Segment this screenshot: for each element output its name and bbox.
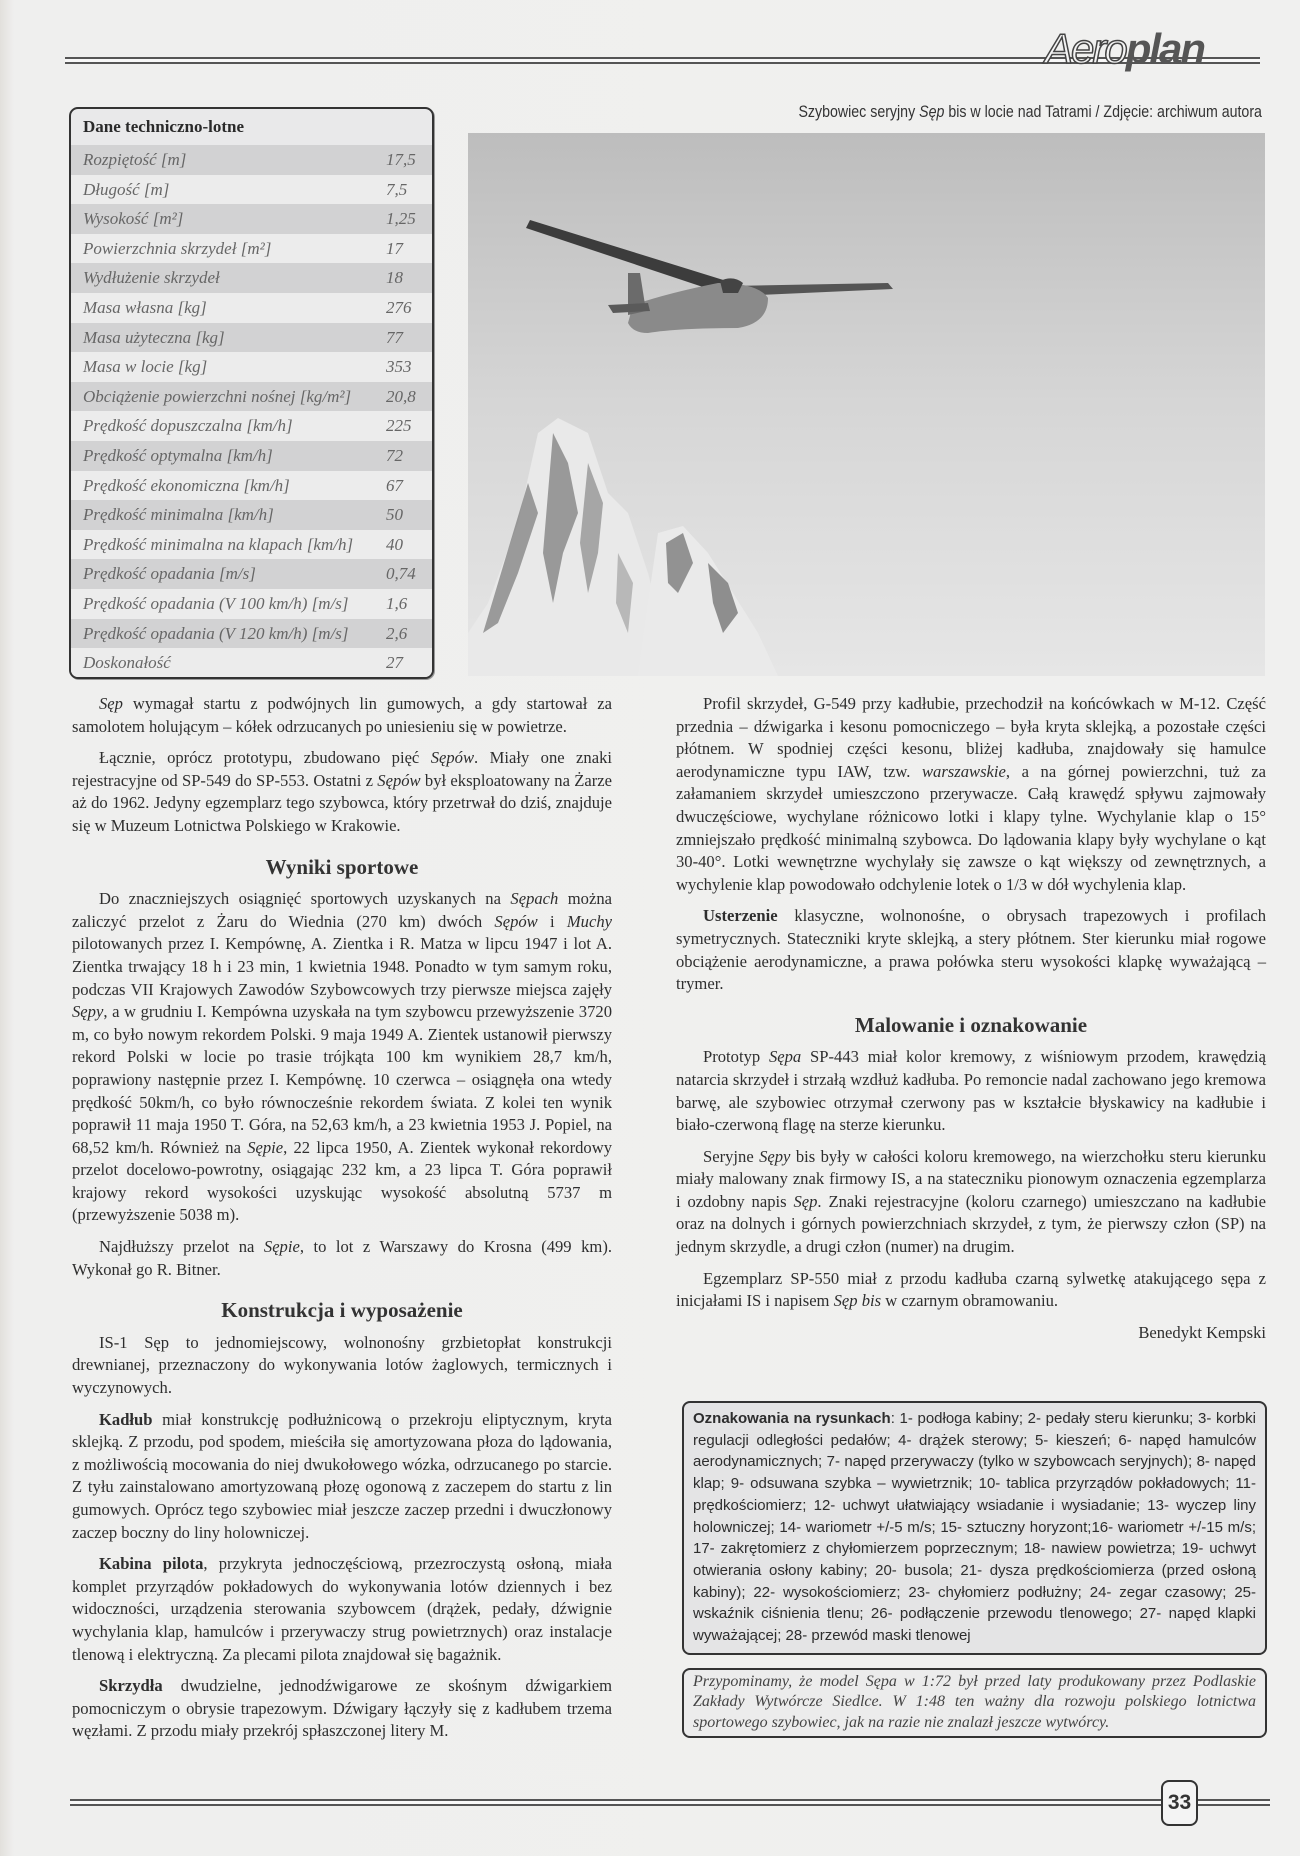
italic: Sępów <box>430 748 475 768</box>
bold-term: Kadłub <box>99 1409 153 1429</box>
paragraph-tail <box>676 905 1266 995</box>
italic: Sępa <box>768 1047 802 1067</box>
paragraph-sp550 <box>676 1268 1266 1313</box>
text: i <box>537 911 567 931</box>
spec-value: 7,5 <box>386 179 408 199</box>
spec-label: Prędkość ekonomiczna [km/h] <box>83 475 290 495</box>
author-signature: Benedykt Kempski <box>1138 1322 1266 1342</box>
paragraph-prototype-paint <box>676 1046 1266 1136</box>
paragraph-wings <box>72 1675 612 1743</box>
text: Łącznie, oprócz prototypu, zbudowano pięć <box>99 748 431 768</box>
technical-data-row <box>71 411 432 441</box>
spec-label: Rozpiętość [m] <box>83 150 187 169</box>
spec-value: 225 <box>386 416 412 436</box>
italic: Sępów <box>377 770 421 790</box>
technical-data-row <box>71 530 432 560</box>
spec-value: 17,5 <box>386 150 416 169</box>
text: . Znaki rejestracyjne (koloru czarnego) umieszczano na kadłubie oraz na dolnych i górnych powierzchniach skrzydeł, z tym, że pierwszy człon (SP) na jednym skrzydle, a drugi człon (numer) na drugim. <box>676 1191 1266 1257</box>
text: Najdłuższy przelot na <box>99 1237 264 1257</box>
text: był eksploatowany na Żarze aż do 1962. Jedyny egzemplarz tego szybowca, który przetrwał do dziś, znajduje się w Muzeum Lotnictwa Polskiego w Krakowie. <box>72 770 612 835</box>
legend-title: Oznakowania na rysunkach <box>693 1410 891 1427</box>
caption-suffix: bis w locie nad Tatrami / Zdjęcie: archiwum autora <box>944 103 1262 121</box>
spec-value: 0,74 <box>386 564 416 584</box>
spec-label: Powierzchnia skrzydeł [m²] <box>83 238 272 258</box>
glider-photo <box>468 133 1265 676</box>
text: pilotowanych przez I. Kempównę, A. Zientka i R. Matza w lipcu 1947 i lot A. Zientka trwający 18 h i 23 min, 1 kwietnia 1948. Ponadto w tym samym roku, podczas VII Krajowych Zawodów Szybowcowych trzy pierwsze miejsca zajęły <box>72 934 612 999</box>
italic: Sępy <box>759 1146 791 1166</box>
italic: Sępach <box>510 889 559 909</box>
spec-value: 2,6 <box>386 623 408 643</box>
spec-value: 67 <box>386 475 403 495</box>
spec-label: Długość [m] <box>83 179 170 199</box>
spec-value: 27 <box>386 653 403 673</box>
technical-data-row <box>71 500 432 530</box>
spec-value: 1,6 <box>386 593 408 613</box>
technical-data-row <box>71 323 432 353</box>
text: miał konstrukcję podłużnicową o przekroju eliptycznym, kryta sklejką. Z przodu, pod spodem, mieściła się amortyzowana płoza do lądowania, z możliwością mocowania do niej dwukołowego wózka, odrzucanego po starcie. Z tyłu zainstalowano amortyzowaną płozę ogonową z zaczepem do startu z lin gumowych. Oprócz tego szybowiec miał jeszcze zaczep przedni i dwuczłonowy zaczep boczny do liny holowniczej. <box>72 1409 612 1542</box>
caption-name: Sęp <box>919 103 945 121</box>
italic-sep: Sęp <box>99 694 123 713</box>
paragraph-production <box>72 747 612 837</box>
italic: Sępów <box>494 911 538 931</box>
spec-value: 20,8 <box>386 386 416 406</box>
italic: warszawskie <box>921 761 1006 781</box>
technical-data-row <box>71 471 432 501</box>
text: Do znaczniejszych osiągnięć sportowych uzyskanych na <box>99 889 511 909</box>
italic: Sępie <box>247 1137 284 1157</box>
text: , a w grudniu I. Kempówna uzyskała na tym szybowcu przewyższenie 3720 m, co było nowym rekordem Polski. 9 maja 1949 A. Zientek ustanowił pierwszy rekord Polski w locie po trasie trójkąta 100 km wynikiem 28,7 km/h, poprawiony następnie przez I. Kempównę. 10 czerwca – osiągnęła ona wtedy prędkość 50km/h, co było równocześnie rekordem świata. Z kolei ten wynik poprawił 11 maja 1950 T. Góra, na 52,63 km/h, a 23 kwietnia 1953 J. Popiel, na 68,52 km/h. Również na <box>72 1002 612 1157</box>
paragraph-construction-intro: IS-1 Sęp to jednomiejscowy, wolnonośny grzbietopłat konstrukcji drewnianej, przeznaczony do wykonywania lotów żaglowych, termicznych i wyczynowych. <box>72 1332 612 1398</box>
technical-data-row <box>71 619 432 649</box>
text: . Miały one znaki rejestracyjne od SP-549 do SP-553. Ostatni z <box>72 748 612 790</box>
italic: Sęp <box>793 1191 818 1211</box>
technical-data-row <box>71 175 432 205</box>
spec-label: Prędkość dopuszczalna [km/h] <box>83 416 293 436</box>
text: Egzemplarz SP-550 miał z przodu kadłuba czarną sylwetkę atakującego sępa z inicjałami IS i napisem <box>676 1268 1266 1311</box>
paragraph-longest-flight <box>72 1236 612 1281</box>
paragraph-serial-paint <box>676 1146 1266 1259</box>
text: , 22 lipca 1950, A. Zientek wykonał rekordowy przelot docelowo-powrotny, osiągając 232 km, a 23 lipca T. Góra poprawił krajowy rekord wysokości uzyskując wysokość absolutną 5737 m (przewyższenie 5038 m). <box>72 1137 613 1225</box>
paragraph-fuselage <box>72 1409 612 1545</box>
technical-data-row <box>71 263 432 293</box>
paragraph-sport-results <box>72 888 612 1227</box>
spec-label: Obciążenie powierzchni nośnej [kg/m²] <box>83 386 352 406</box>
spec-value: 50 <box>386 505 403 525</box>
text: klasyczne, wolnonośne, o obrysach trapezowych i profilach symetrycznych. Stateczniki kryte sklejką, a stery płótnem. Ster kierunku miał rogowe obciążenie aerodynamiczne, a prawa połówka steru wysokości klapkę wyważającą – trymer. <box>676 906 1266 994</box>
technical-data-row <box>71 559 432 589</box>
text: SP-443 miał kolor kremowy, z wiśniowym przodem, krawędzią natarcia skrzydeł i strzałą wzdłuż kadłuba. Po remoncie nadal zachowano jego kremowa barwę, ale szybowiec otrzymał czerwony pas w kształcie błyskawicy na kadłubie i biało-czerwoną flagę na sterze kierunku. <box>676 1047 1266 1135</box>
spec-label: Prędkość opadania (V 120 km/h) [m/s] <box>83 623 349 643</box>
technical-data-row <box>71 204 432 234</box>
spec-label: Doskonałość <box>83 653 171 673</box>
technical-data-row <box>71 352 432 382</box>
spec-label: Prędkość minimalna na klapach [km/h] <box>83 534 354 554</box>
glider-over-tatra-image <box>468 133 1265 676</box>
spec-label: Wydłużenie skrzydeł <box>83 268 220 288</box>
text: , to lot z Warszawy do Krosna (499 km). Wykonał go R. Bitner. <box>72 1237 612 1279</box>
legend-text: : 1- podłoga kabiny; 2- pedały steru kierunku; 3- korbki regulacji odległości pedałów; 4- drążek sterowy; 5- kieszeń; 6- napęd hamulców aerodynamicznych; 7- napęd przerywaczy (tylko w szybowcach seryjnych); 8- napęd klap; 9- odsuwana szybka – wywietrznik; 10- tablica przyrządów pokładowych; 11- prędkościomierz; 12- uchwyt ułatwiający wsiadanie i wysiadanie; 13- wyczep liny holowniczej; 14- wariometr +/-5 m/s; 15- sztuczny horyzont;16- wariometr +/-15 m/s; 17- zakrętomierz z chyłomierzem poprzecznym; 18- nawiew powietrza; 19- uchwyt otwierania osłony kabiny; 20- busola; 21- dysza prędkościomierza (przed osłoną kabiny); 22- wysokościomierz; 23- chyłomierz podłużny; 24- zegar czasowy; 25- wskaźnik ciśnienia tlenu; 26- podłączenie przewodu tlenowego; 27- napęd klapki wyważającej; 28- przewód maski tlenowej <box>693 1410 1256 1645</box>
bold-term: Usterzenie <box>703 906 778 926</box>
text: Profil skrzydeł, G-549 przy kadłubie, przechodził na końcówkach w M-12. Część przednia – dźwigarka i kesonu pomocniczego – była kryta sklejką, a pozostałe części płótnem. W spodniej części kesonu, bliżej kadłuba, znajdowały się hamulce aerodynamiczne typu IAW, tzw. <box>676 694 1266 781</box>
technical-data-row <box>71 234 432 264</box>
spec-label: Prędkość opadania (V 100 km/h) [m/s] <box>83 593 349 613</box>
page-number: 33 <box>1161 1780 1198 1826</box>
drawing-legend-box <box>682 1401 1267 1655</box>
spec-label: Prędkość minimalna [km/h] <box>83 505 274 525</box>
spec-value: 40 <box>386 534 403 554</box>
aeroplan-logo <box>1045 25 1205 72</box>
text: Prototyp <box>703 1047 769 1067</box>
article-right-column <box>676 693 1266 1354</box>
text: , a na górnej powierzchni, tuż za załamaniem skrzydeł umieszczono przerywacze. Całą krawędź spływu zajmowały dwuczęściowe, wychylane różnicowo lotki i klapy tylne. Wychylanie klap o 15° zmniejszało prędkość minimalną szybowca. Do lądowania klapy były wychylane o kąt 30-40°. Lotki wewnętrzne wychylały się zawsze o kąt większy od zewnętrznych, a wychylenie klap powodowało odchylenie lotek o 1/3 w dół wychylenia klap. <box>676 761 1267 894</box>
spec-value: 18 <box>386 268 403 288</box>
technical-data-row <box>71 145 432 175</box>
technical-data-row <box>71 293 432 323</box>
italic: Muchy <box>566 911 612 931</box>
heading-painting: Malowanie i oznakowanie <box>854 1012 1088 1037</box>
text: bis były w całości koloru kremowego, na wierzchołku steru kierunku miały malowany znak firmowy IS, a na stateczniku pionowym oznaczenia egzemplarza i ozdobny napis <box>676 1146 1266 1211</box>
spec-value: 17 <box>386 238 403 258</box>
italic: Sęp bis <box>833 1291 882 1311</box>
bold-term: Kabina pilota <box>99 1554 204 1574</box>
spec-value: 72 <box>386 445 403 465</box>
spec-value: 77 <box>386 327 403 347</box>
technical-data-row <box>71 382 432 412</box>
technical-data-title: Dane techniczno-lotne <box>83 117 245 136</box>
technical-data-table <box>69 107 434 679</box>
paragraph-cockpit <box>72 1553 612 1666</box>
paragraph-launch <box>72 693 612 738</box>
spec-label: Prędkość opadania [m/s] <box>83 564 256 584</box>
bold-term: Skrzydła <box>99 1676 163 1696</box>
spec-label: Masa użyteczna [kg] <box>83 327 225 347</box>
model-kit-note: Przypominamy, że model Sępa w 1:72 był przed laty produkowany przez Podlaskie Zakłady Wytwórcze Siedlce. W 1:48 ten ważny dla rozwoju polskiego lotnictwa sportowego szybowiec, jak na razie nie znalazł jeszcze wytwórcy. <box>682 1668 1267 1738</box>
text: Seryjne <box>703 1146 760 1166</box>
spec-label: Wysokość [m²] <box>83 209 184 229</box>
footer-rule <box>70 1799 1270 1806</box>
spec-label: Masa w locie [kg] <box>83 357 208 377</box>
text: można zaliczyć przelot z Żaru do Wiednia (270 km) dwóch <box>72 889 612 931</box>
logo-bold-part: plan <box>1125 25 1205 72</box>
text: w czarnym obramowaniu. <box>881 1291 1059 1311</box>
spec-value: 353 <box>386 357 412 377</box>
spec-label: Prędkość optymalna [km/h] <box>83 445 273 465</box>
technical-data-row <box>71 441 432 471</box>
logo-light-part: Aero <box>1045 25 1126 72</box>
italic: Sępy <box>72 1002 104 1022</box>
spec-label: Masa własna [kg] <box>83 297 207 317</box>
technical-data-row <box>71 589 432 619</box>
paragraph-wing-profile <box>676 693 1266 896</box>
heading-construction: Konstrukcja i wyposażenie <box>221 1298 463 1323</box>
italic: Sępie <box>263 1237 300 1257</box>
article-left-column <box>72 693 612 1752</box>
caption-prefix: Szybowiec seryjny <box>798 103 920 121</box>
photo-caption <box>799 103 1262 122</box>
technical-data-rows <box>71 145 432 678</box>
spec-value: 276 <box>386 297 412 317</box>
heading-sport-results: Wyniki sportowe <box>265 854 419 879</box>
text: wymagał startu z podwójnych lin gumowych, a gdy startował za samolotem holującym – kółek odrzucanych po uniesieniu się w powietrze. <box>72 694 612 736</box>
text: , przykryta jednoczęściową, przezroczystą osłoną, miała komplet przyrządów pokładowych do wykonywania lotów dziennych i bez widoczności, urządzenia sterowania szybowcem (drążek, pedały, dźwignie wychylania klap, hamulców i przerywaczy strug powietrznych) oraz instalacje tlenową i elektryczną. Za plecami pilota znajdował się bagażnik. <box>72 1554 612 1664</box>
technical-data-row <box>71 648 432 678</box>
spec-value: 1,25 <box>386 209 416 229</box>
text: dwudzielne, jednodźwigarowe ze skośnym dźwigarkiem pomocniczym o obrysie trapezowym. Dźwigary łączyły się z kadłubem trzema węzłami. Z przodu miały przekrój spłaszczonej litery M. <box>72 1676 612 1741</box>
